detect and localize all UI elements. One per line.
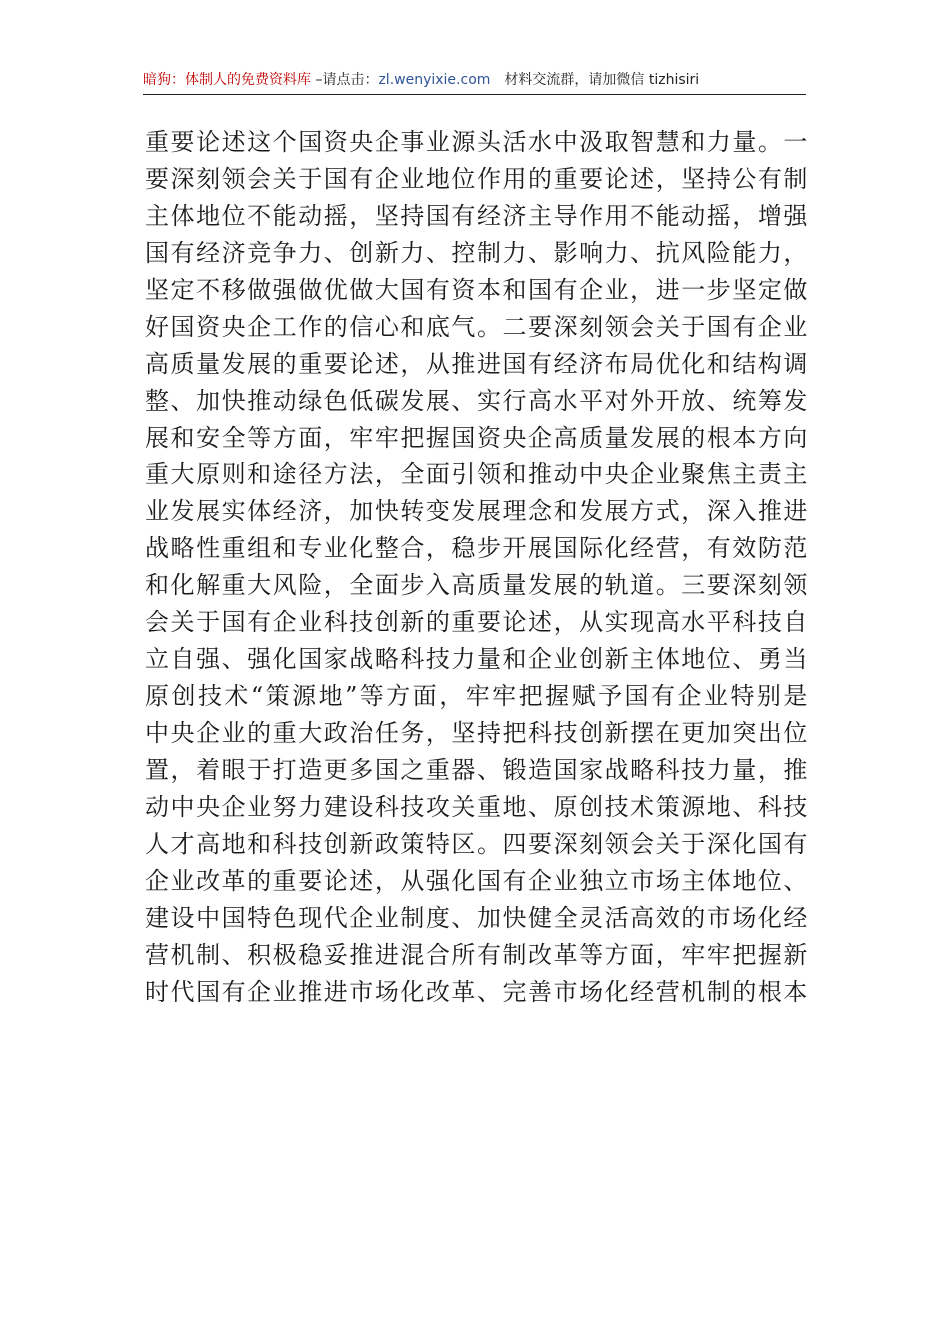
- text-line: 展和安全等方面，牢牢把握国资央企高质量发展的根本方向: [145, 423, 808, 452]
- text-line: 时代国有企业推进市场化改革、完善市场化经营机制的根本: [145, 977, 808, 1006]
- header-contact: 材料交流群，请加微信 tizhisiri: [504, 72, 700, 88]
- header-brand: 暗狗：体制人的免费资料库: [143, 72, 311, 88]
- header-link[interactable]: zl.wenyixie.com: [378, 72, 491, 88]
- text-line: 国有经济竞争力、创新力、控制力、影响力、抗风险能力，: [145, 238, 808, 267]
- text-line: 主体地位不能动摇，坚持国有经济主导作用不能动摇，增强: [145, 201, 808, 230]
- header-prompt: –请点击：: [311, 72, 379, 88]
- text-line: 重大原则和途径方法，全面引领和推动中央企业聚焦主责主: [145, 460, 808, 489]
- text-line: 会关于国有企业科技创新的重要论述，从实现高水平科技自: [145, 608, 808, 637]
- text-line: 好国资央企工作的信心和底气。二要深刻领会关于国有企业: [145, 312, 808, 341]
- text-line: 立自强、强化国家战略科技力量和企业创新主体地位、勇当: [145, 645, 808, 674]
- text-line: 营机制、积极稳妥推进混合所有制改革等方面，牢牢把握新: [145, 940, 808, 969]
- text-line: 企业改革的重要论述，从强化国有企业独立市场主体地位、: [145, 866, 808, 895]
- text-line: 建设中国特色现代企业制度、加快健全灵活高效的市场化经: [145, 903, 808, 932]
- text-line: 业发展实体经济，加快转变发展理念和发展方式，深入推进: [145, 497, 808, 526]
- text-line: 原创技术“策源地”等方面，牢牢把握赋予国有企业特别是: [145, 682, 808, 711]
- text-line: 坚定不移做强做优做大国有资本和国有企业，进一步坚定做: [145, 275, 808, 304]
- text-line: 中央企业的重大政治任务，坚持把科技创新摆在更加突出位: [145, 719, 808, 747]
- text-line: 和化解重大风险，全面步入高质量发展的轨道。三要深刻领: [145, 571, 808, 600]
- body-text: [145, 124, 808, 1011]
- text-line: 置，着眼于打造更多国之重器、锻造国家战略科技力量，推: [145, 755, 808, 784]
- text-line: 高质量发展的重要论述，从推进国有经济布局优化和结构调: [145, 349, 808, 378]
- page-header: [143, 68, 806, 95]
- text-line: 整、加快推动绿色低碳发展、实行高水平对外开放、统筹发: [145, 386, 808, 415]
- text-line: 重要论述这个国资央企事业源头活水中汲取智慧和力量。一: [145, 128, 808, 156]
- text-line: 人才高地和科技创新政策特区。四要深刻领会关于深化国有: [145, 829, 808, 858]
- text-line: 动中央企业努力建设科技攻关重地、原创技术策源地、科技: [145, 792, 808, 821]
- text-line: 要深刻领会关于国有企业地位作用的重要论述，坚持公有制: [145, 164, 808, 193]
- text-line: 战略性重组和专业化整合，稳步开展国际化经营，有效防范: [145, 534, 808, 563]
